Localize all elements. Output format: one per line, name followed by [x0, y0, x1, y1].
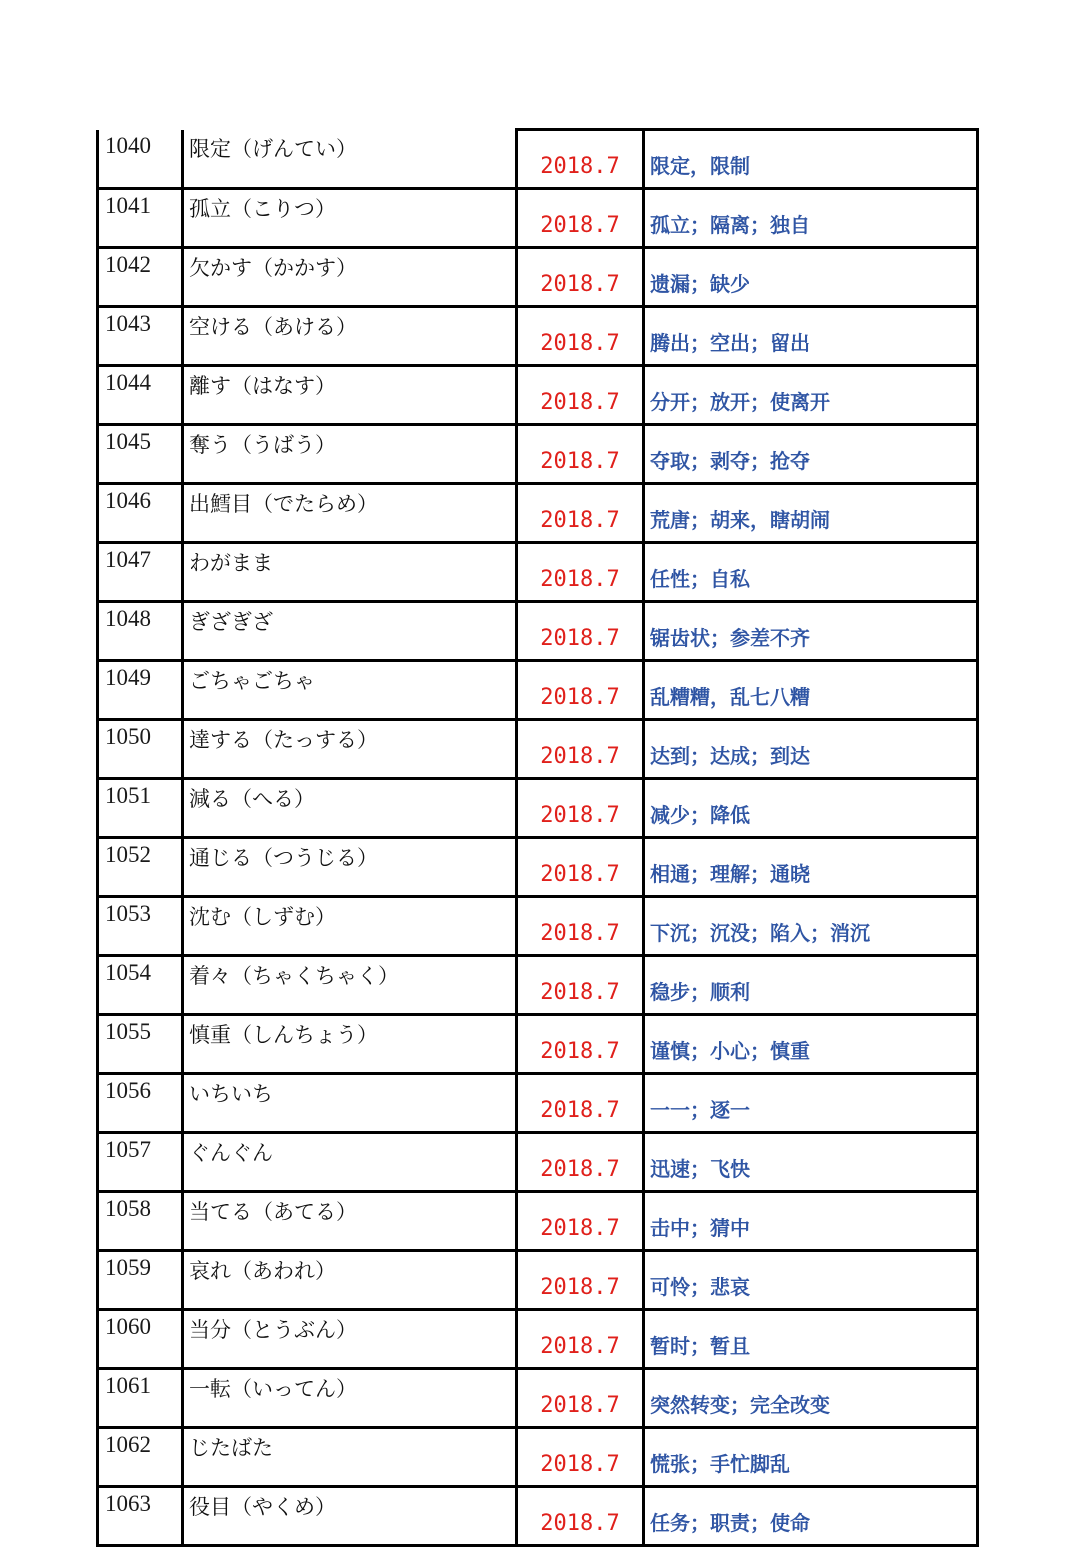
chinese-meaning-cell: 乱糟糟，乱七八糟: [644, 661, 978, 720]
japanese-word-cell: ぐんぐん: [183, 1133, 517, 1192]
entry-number-cell: 1045: [98, 425, 183, 484]
date-cell: 2018.7: [517, 1310, 644, 1369]
chinese-meaning-cell: 遗漏；缺少: [644, 248, 978, 307]
date-cell: 2018.7: [517, 956, 644, 1015]
date-cell: 2018.7: [517, 1428, 644, 1487]
date-cell: 2018.7: [517, 366, 644, 425]
table-row: [98, 484, 978, 543]
japanese-word-cell: わがまま: [183, 543, 517, 602]
japanese-word-cell: 当分（とうぶん）: [183, 1310, 517, 1369]
chinese-meaning-cell: 达到；达成；到达: [644, 720, 978, 779]
entry-number-cell: 1052: [98, 838, 183, 897]
entry-number-cell: 1042: [98, 248, 183, 307]
japanese-word-cell: 役目（やくめ）: [183, 1487, 517, 1546]
chinese-meaning-cell: 荒唐；胡来，瞎胡闹: [644, 484, 978, 543]
entry-number-cell: 1051: [98, 779, 183, 838]
table-row: [98, 779, 978, 838]
date-cell: 2018.7: [517, 484, 644, 543]
entry-number-cell: 1061: [98, 1369, 183, 1428]
japanese-word-cell: 孤立（こりつ）: [183, 189, 517, 248]
table-row: [98, 425, 978, 484]
entry-number-cell: 1054: [98, 956, 183, 1015]
table-row: [98, 1015, 978, 1074]
table-row: [98, 838, 978, 897]
chinese-meaning-cell: 锯齿状；参差不齐: [644, 602, 978, 661]
date-cell: 2018.7: [517, 1192, 644, 1251]
date-cell: 2018.7: [517, 838, 644, 897]
chinese-meaning-cell: 暂时；暂且: [644, 1310, 978, 1369]
date-cell: 2018.7: [517, 425, 644, 484]
date-cell: 2018.7: [517, 897, 644, 956]
entry-number-cell: 1055: [98, 1015, 183, 1074]
table-row: [98, 1369, 978, 1428]
entry-number-cell: 1041: [98, 189, 183, 248]
japanese-word-cell: 奪う（うばう）: [183, 425, 517, 484]
chinese-meaning-cell: 腾出；空出；留出: [644, 307, 978, 366]
chinese-meaning-cell: 任性；自私: [644, 543, 978, 602]
entry-number-cell: 1044: [98, 366, 183, 425]
date-cell: 2018.7: [517, 1251, 644, 1310]
entry-number-cell: 1053: [98, 897, 183, 956]
chinese-meaning-cell: 突然转变；完全改变: [644, 1369, 978, 1428]
date-cell: 2018.7: [517, 248, 644, 307]
entry-number-cell: 1046: [98, 484, 183, 543]
japanese-word-cell: 慎重（しんちょう）: [183, 1015, 517, 1074]
date-cell: 2018.7: [517, 1369, 644, 1428]
table-row: [98, 956, 978, 1015]
table-row: [98, 248, 978, 307]
table-row: [98, 189, 978, 248]
date-cell: 2018.7: [517, 720, 644, 779]
entry-number-cell: 1058: [98, 1192, 183, 1251]
date-cell: 2018.7: [517, 779, 644, 838]
entry-number-cell: 1060: [98, 1310, 183, 1369]
vocab-table-body: [98, 130, 978, 1546]
table-row: [98, 1192, 978, 1251]
japanese-word-cell: ごちゃごちゃ: [183, 661, 517, 720]
table-row: [98, 1310, 978, 1369]
japanese-word-cell: 当てる（あてる）: [183, 1192, 517, 1251]
entry-number-cell: 1062: [98, 1428, 183, 1487]
table-row: [98, 130, 978, 189]
table-row: [98, 1251, 978, 1310]
entry-number-cell: 1059: [98, 1251, 183, 1310]
entry-number-cell: 1048: [98, 602, 183, 661]
japanese-word-cell: 着々（ちゃくちゃく）: [183, 956, 517, 1015]
chinese-meaning-cell: 减少；降低: [644, 779, 978, 838]
date-cell: 2018.7: [517, 1133, 644, 1192]
date-cell: 2018.7: [517, 543, 644, 602]
entry-number-cell: 1040: [98, 130, 183, 189]
vocab-table: [96, 128, 979, 1547]
chinese-meaning-cell: 任务；职责；使命: [644, 1487, 978, 1546]
entry-number-cell: 1056: [98, 1074, 183, 1133]
chinese-meaning-cell: 下沉；沉没；陷入；消沉: [644, 897, 978, 956]
table-row: [98, 1133, 978, 1192]
date-cell: 2018.7: [517, 661, 644, 720]
chinese-meaning-cell: 限定，限制: [644, 130, 978, 189]
japanese-word-cell: ぎざぎざ: [183, 602, 517, 661]
table-row: [98, 543, 978, 602]
entry-number-cell: 1063: [98, 1487, 183, 1546]
table-row: [98, 1428, 978, 1487]
chinese-meaning-cell: 迅速；飞快: [644, 1133, 978, 1192]
chinese-meaning-cell: 分开；放开；使离开: [644, 366, 978, 425]
chinese-meaning-cell: 孤立；隔离；独自: [644, 189, 978, 248]
japanese-word-cell: 限定（げんてい）: [183, 130, 517, 189]
table-row: [98, 1487, 978, 1546]
table-row: [98, 897, 978, 956]
japanese-word-cell: 出鱈目（でたらめ）: [183, 484, 517, 543]
chinese-meaning-cell: 慌张；手忙脚乱: [644, 1428, 978, 1487]
entry-number-cell: 1049: [98, 661, 183, 720]
date-cell: 2018.7: [517, 1015, 644, 1074]
japanese-word-cell: じたばた: [183, 1428, 517, 1487]
chinese-meaning-cell: 可怜；悲哀: [644, 1251, 978, 1310]
table-row: [98, 602, 978, 661]
chinese-meaning-cell: 夺取；剥夺；抢夺: [644, 425, 978, 484]
entry-number-cell: 1047: [98, 543, 183, 602]
table-row: [98, 366, 978, 425]
date-cell: 2018.7: [517, 189, 644, 248]
date-cell: 2018.7: [517, 307, 644, 366]
table-row: [98, 661, 978, 720]
date-cell: 2018.7: [517, 1487, 644, 1546]
japanese-word-cell: 達する（たっする）: [183, 720, 517, 779]
japanese-word-cell: 欠かす（かかす）: [183, 248, 517, 307]
chinese-meaning-cell: 一一；逐一: [644, 1074, 978, 1133]
japanese-word-cell: 通じる（つうじる）: [183, 838, 517, 897]
japanese-word-cell: 空ける（あける）: [183, 307, 517, 366]
chinese-meaning-cell: 相通；理解；通晓: [644, 838, 978, 897]
japanese-word-cell: 哀れ（あわれ）: [183, 1251, 517, 1310]
table-row: [98, 1074, 978, 1133]
japanese-word-cell: 減る（へる）: [183, 779, 517, 838]
chinese-meaning-cell: 稳步；顺利: [644, 956, 978, 1015]
table-row: [98, 307, 978, 366]
entry-number-cell: 1043: [98, 307, 183, 366]
japanese-word-cell: 一転（いってん）: [183, 1369, 517, 1428]
chinese-meaning-cell: 击中；猜中: [644, 1192, 978, 1251]
date-cell: 2018.7: [517, 130, 644, 189]
chinese-meaning-cell: 谨慎；小心；慎重: [644, 1015, 978, 1074]
japanese-word-cell: 離す（はなす）: [183, 366, 517, 425]
table-row: [98, 720, 978, 779]
japanese-word-cell: 沈む（しずむ）: [183, 897, 517, 956]
entry-number-cell: 1057: [98, 1133, 183, 1192]
date-cell: 2018.7: [517, 1074, 644, 1133]
date-cell: 2018.7: [517, 602, 644, 661]
entry-number-cell: 1050: [98, 720, 183, 779]
japanese-word-cell: いちいち: [183, 1074, 517, 1133]
